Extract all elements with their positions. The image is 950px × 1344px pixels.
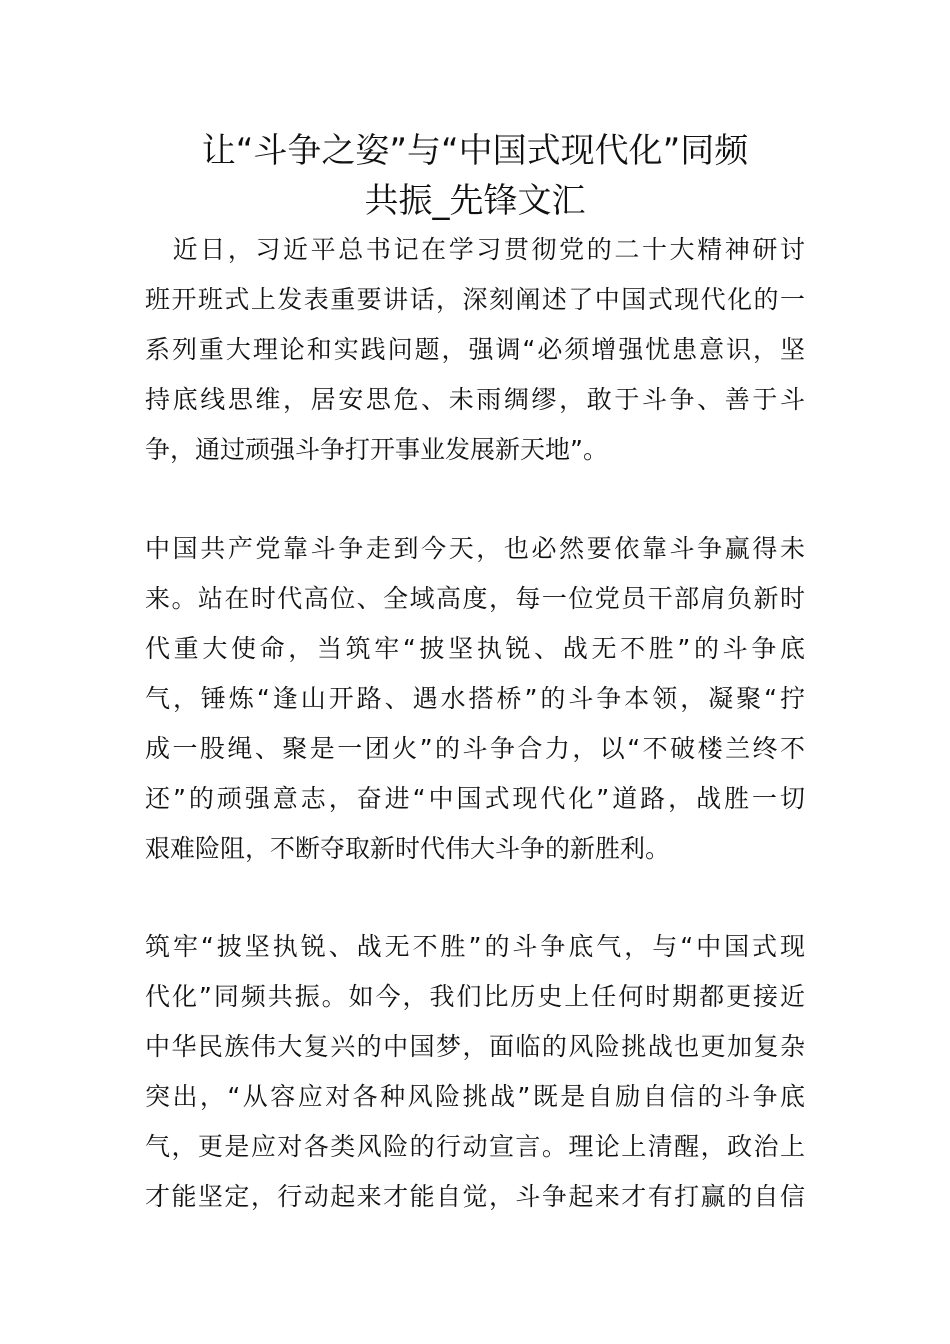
paragraph-line: 中国共产党靠斗争走到今天，也必然要依靠斗争赢得未 — [145, 534, 805, 563]
paragraph-line: 气，锤炼“逢山开路、遇水搭桥”的斗争本领，凝聚“拧 — [145, 684, 805, 713]
document-title — [145, 126, 805, 226]
paragraph-line: 近日，习近平总书记在学习贯彻党的二十大精神研讨 — [145, 235, 805, 264]
paragraph-line: 突出，“从容应对各种风险挑战”既是自励自信的斗争底 — [145, 1082, 805, 1111]
paragraph-line: 代化”同频共振。如今，我们比历史上任何时期都更接近 — [145, 982, 805, 1011]
paragraph-line: 艰难险阻，不断夺取新时代伟大斗争的新胜利。 — [145, 834, 671, 863]
title-line-1: 让“斗争之姿”与“中国式现代化”同频 — [201, 131, 749, 171]
paragraph-line: 班开班式上发表重要讲话，深刻阐述了中国式现代化的一 — [145, 285, 805, 314]
paragraph-line: 中华民族伟大复兴的中国梦，面临的风险挑战也更加复杂 — [145, 1032, 805, 1061]
paragraph-line: 争，通过顽强斗争打开事业发展新天地”。 — [145, 435, 608, 464]
paragraph-line: 筑牢“披坚执锐、战无不胜”的斗争底气，与“中国式现 — [145, 932, 805, 961]
paragraph-line: 系列重大理论和实践问题，强调“必须增强忧患意识，坚 — [145, 335, 805, 364]
paragraph-line: 持底线思维，居安思危、未雨绸缪，敢于斗争、善于斗 — [145, 385, 805, 414]
paragraph-line: 成一股绳、聚是一团火”的斗争合力，以“不破楼兰终不 — [145, 734, 805, 763]
paragraph-line: 代重大使命，当筑牢“披坚执锐、战无不胜”的斗争底 — [145, 634, 805, 663]
paragraph-line: 还”的顽强意志，奋进“中国式现代化”道路，战胜一切 — [145, 784, 805, 813]
paragraph-line: 气，更是应对各类风险的行动宣言。理论上清醒，政治上 — [145, 1132, 805, 1161]
title-line-2: 共振_先锋文汇 — [364, 181, 586, 221]
paragraph-line: 来。站在时代高位、全域高度，每一位党员干部肩负新时 — [145, 584, 805, 613]
paragraph-line: 才能坚定，行动起来才能自觉，斗争起来才有打赢的自信 — [145, 1182, 805, 1211]
